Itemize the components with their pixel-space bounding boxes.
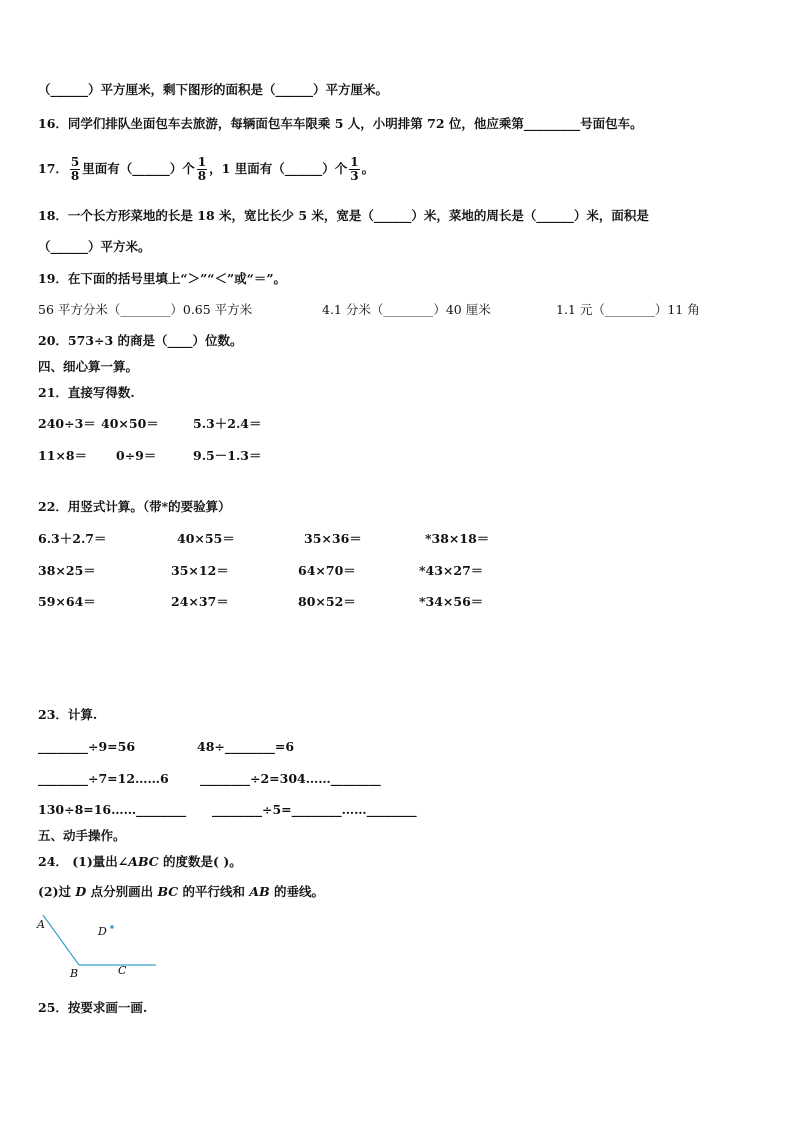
q23-item: ________÷5=________……________ (212, 802, 417, 817)
q22-item: 38×25＝ (38, 563, 96, 578)
label-d: D (98, 925, 107, 938)
q22-item: 35×36＝ (304, 531, 362, 546)
q23-item: ________÷7=12……6 (38, 771, 169, 786)
q19-compare-1: 56 平方分米（________）0.65 平方米 (38, 302, 253, 317)
q21-item: 40×50＝ (101, 416, 159, 431)
q19-compare-2: 4.1 分米（________）40 厘米 (322, 302, 491, 317)
question-22: 22．用竖式计算。（带*的要验算） (38, 499, 231, 514)
q22-item: 24×37＝ (171, 594, 229, 609)
fraction-1-3: $\frac{1}{3}$ (350, 155, 359, 183)
q23-item: 130÷8=16……________ (38, 802, 187, 817)
q17-end: 。 (361, 161, 375, 176)
q22-item: 35×12＝ (171, 563, 229, 578)
section-4-heading: 四、细心算一算。 (38, 359, 139, 374)
q21-item: 11×8＝ (38, 448, 88, 463)
q22-item: *34×56＝ (419, 594, 484, 609)
point-d (110, 925, 114, 929)
question-19: 19．在下面的括号里填上“＞”“＜”或“＝”。 (38, 271, 287, 286)
q22-item: 59×64＝ (38, 594, 96, 609)
q23-item: ________÷2=304……________ (200, 771, 381, 786)
question-18-cont: （______）平方米。 (38, 239, 151, 254)
q21-item: 9.5－1.3＝ (193, 448, 262, 463)
section-5-heading: 五、动手操作。 (38, 828, 126, 843)
q23-item: ________÷9=56 (38, 739, 136, 754)
q22-item: *43×27＝ (419, 563, 484, 578)
label-b: B (70, 967, 79, 980)
q21-item: 5.3＋2.4＝ (193, 416, 262, 431)
q21-item: 240÷3＝ (38, 416, 96, 431)
question-24-part-2: (2)过 D 点分别画出 BC 的平行线和 AB 的垂线。 (38, 884, 325, 899)
question-25: 25．按要求画一画. (38, 1000, 148, 1015)
q15-continuation: （______）平方厘米，剩下图形的面积是（______）平方厘米。 (38, 82, 389, 97)
q23-item: 48÷________=6 (197, 739, 295, 754)
q22-item: 6.3＋2.7＝ (38, 531, 107, 546)
q19-compare-3: 1.1 元（________）11 角 (556, 302, 700, 317)
ray-ba (43, 915, 79, 965)
q17-number: 17． (38, 161, 68, 176)
question-18: 18．一个长方形菜地的长是 18 米，宽比长少 5 米，宽是（______）米，菜地的周长是（______）米，面积是 (38, 208, 649, 223)
q17-text-1: 里面有（______）个 (82, 161, 195, 176)
question-20: 20．573÷3 的商是（____）位数。 (38, 333, 243, 348)
q17-text-2: ，1 里面有（______）个 (209, 161, 348, 176)
angle-figure (34, 910, 164, 982)
label-c: C (118, 964, 127, 977)
q22-item: *38×18＝ (425, 531, 490, 546)
question-23: 23．计算. (38, 707, 98, 722)
q22-item: 64×70＝ (298, 563, 356, 578)
fraction-5-8: $\frac{5}{8}$ (70, 155, 80, 183)
question-16: 16．同学们排队坐面包车去旅游，每辆面包车车限乘 5 人，小明排第 72 位，他应乘第_________号面包车。 (38, 116, 643, 131)
q22-item: 40×55＝ (177, 531, 235, 546)
label-a: A (37, 918, 45, 931)
q22-item: 80×52＝ (298, 594, 356, 609)
q21-item: 0÷9＝ (116, 448, 157, 463)
question-17 (38, 152, 374, 186)
question-21: 21．直接写得数. (38, 385, 135, 400)
fraction-1-8: $\frac{1}{8}$ (197, 155, 207, 183)
question-24-part-1: 24． (1)量出∠ABC 的度数是( )。 (38, 854, 242, 869)
